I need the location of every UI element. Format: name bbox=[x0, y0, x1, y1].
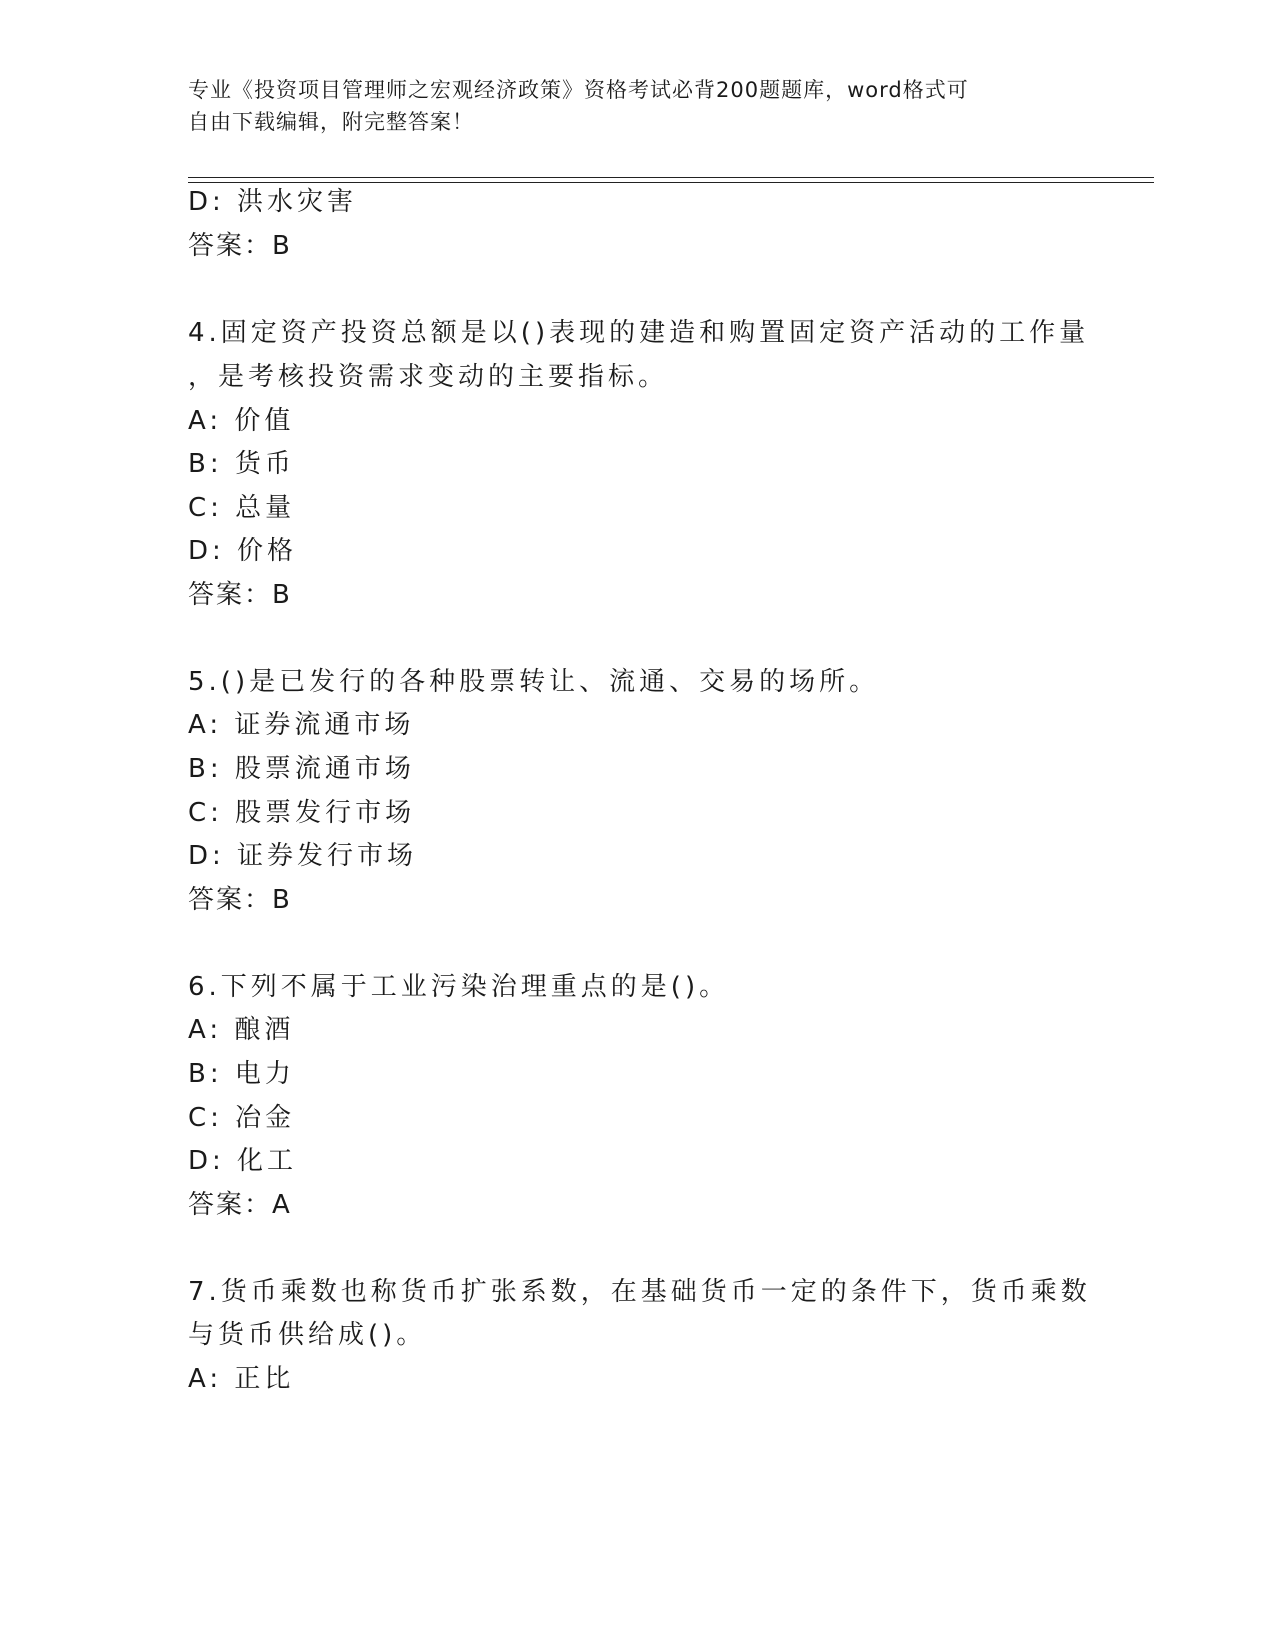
q6-option-a: A: 酿酒 bbox=[188, 1015, 295, 1045]
q6-stem: 6.下列不属于工业污染治理重点的是()。 bbox=[188, 972, 730, 1002]
q4-stem-line-1: 4.固定资产投资总额是以()表现的建造和购置固定资产活动的工作量 bbox=[188, 318, 1090, 348]
q4-stem-line-2: ，是考核投资需求变动的主要指标。 bbox=[188, 362, 669, 392]
header-title-line-2: 自由下载编辑，附完整答案！ bbox=[188, 110, 474, 134]
q5-stem: 5.()是已发行的各种股票转让、流通、交易的场所。 bbox=[188, 667, 880, 697]
q4-option-b: B: 货币 bbox=[188, 449, 295, 479]
q4-answer: 答案：B bbox=[188, 580, 292, 610]
q5-option-d: D: 证券发行市场 bbox=[188, 841, 418, 871]
q7-stem-line-2: 与货币供给成()。 bbox=[188, 1320, 427, 1350]
q4-option-a: A: 价值 bbox=[188, 406, 295, 436]
q6-option-c: C: 冶金 bbox=[188, 1103, 296, 1133]
q5-answer: 答案：B bbox=[188, 885, 292, 915]
q4-option-c: C: 总量 bbox=[188, 493, 296, 523]
q6-answer: 答案：A bbox=[188, 1190, 292, 1220]
q7-stem-line-1: 7.货币乘数也称货币扩张系数，在基础货币一定的条件下，货币乘数 bbox=[188, 1277, 1091, 1307]
q6-option-b: B: 电力 bbox=[188, 1059, 295, 1089]
q4-option-d: D: 价格 bbox=[188, 536, 298, 566]
q5-option-c: C: 股票发行市场 bbox=[188, 798, 416, 828]
q5-option-a: A: 证券流通市场 bbox=[188, 710, 415, 740]
q6-option-d: D: 化工 bbox=[188, 1146, 298, 1176]
header-title-line-1: 专业《投资项目管理师之宏观经济政策》资格考试必背200题题库，word格式可 bbox=[188, 78, 969, 102]
q5-option-b: B: 股票流通市场 bbox=[188, 754, 415, 784]
header-divider-bottom bbox=[188, 182, 1154, 183]
q3-option-d: D: 洪水灾害 bbox=[188, 187, 358, 217]
document-header bbox=[188, 74, 1088, 138]
q7-option-a: A: 正比 bbox=[188, 1364, 295, 1394]
q3-answer: 答案：B bbox=[188, 231, 292, 261]
header-divider-top bbox=[188, 177, 1154, 178]
